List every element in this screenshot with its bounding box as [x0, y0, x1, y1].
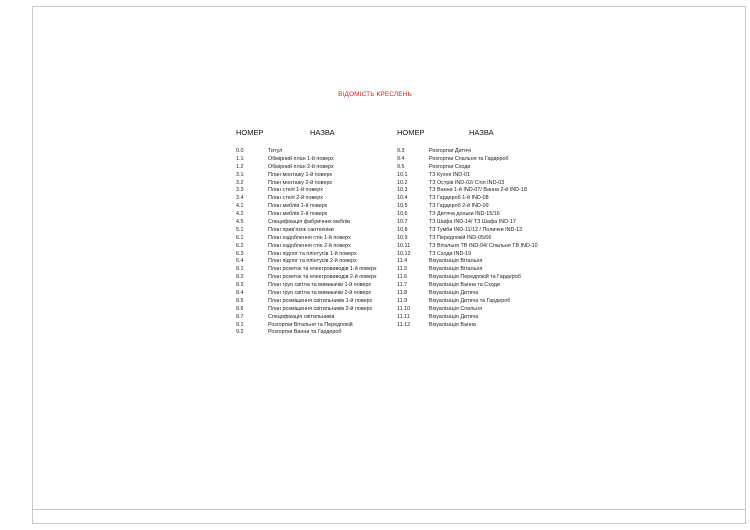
- sheet-list-row: [236, 195, 388, 202]
- sheet-list-row: [397, 266, 549, 273]
- sheet-number: 9.4: [397, 155, 405, 162]
- sheet-list-row: [236, 322, 388, 329]
- sheet-number: 0.0: [236, 148, 244, 154]
- sheet-name: Специфікація світильників: [268, 313, 335, 320]
- sheet-name: ТЗ Вітальня ТВ IND-04/ Спальня ТВ IND-10: [429, 242, 538, 249]
- sheet-name: Візуалізація Спальня: [429, 305, 483, 312]
- document-title: ВІДОМІСТЬ КРЕСЛЕНЬ: [338, 91, 412, 98]
- sheet-name: Розгортки Сходи: [429, 163, 471, 170]
- sheet-name: План груп світла та вимикачів 1-й поверх: [268, 282, 372, 289]
- sheet-number: 11.4: [397, 258, 408, 265]
- sheet-list-row: [397, 274, 549, 281]
- sheet-number: 8.6: [236, 305, 244, 312]
- sheet-name: ТЗ Шафа IND-14/ ТЗ Шафа IND-17: [429, 219, 516, 226]
- sheet-list-row: [397, 227, 549, 234]
- sheet-number: 8.4: [236, 290, 244, 297]
- sheet-list-row: [397, 211, 549, 218]
- header-name: НАЗВА: [469, 128, 494, 137]
- sheet-list-row: [236, 329, 388, 336]
- sheet-name: План груп світла та вимикачів 2-й поверх: [268, 290, 372, 297]
- sheet-number: 9.2: [236, 329, 244, 336]
- sheet-name: План розміщення світильників 1-й поверх: [268, 297, 373, 304]
- sheet-number: 9.5: [397, 163, 405, 170]
- sheet-list-row: [236, 235, 388, 242]
- sheet-name: Розгортки Вітальня та Передпокій: [268, 321, 353, 328]
- sheet-list-row: [397, 164, 549, 171]
- sheet-number: 10.2: [397, 179, 408, 186]
- sheet-name: Розгортки Дитячі: [429, 148, 471, 154]
- sheet-number: 10.8: [397, 226, 408, 233]
- sheet-number: 3.3: [236, 187, 244, 194]
- sheet-number: 3.4: [236, 195, 244, 202]
- sheet-number: 10.6: [397, 211, 408, 218]
- sheet-name: Візуалізація Дитяча та Гардероб: [429, 297, 511, 304]
- sheet-name: План стелі 2-й поверх: [268, 195, 323, 202]
- sheet-list-left: [236, 148, 388, 336]
- sheet-name: План меблів 2-й поверх: [268, 211, 328, 218]
- sheet-list-row: [397, 298, 549, 305]
- sheet-name: План підлог та плінтусів 2-й поверх: [268, 258, 357, 265]
- sheet-number: 8.7: [236, 313, 244, 320]
- sheet-number: 10.7: [397, 219, 408, 226]
- sheet-name: ТЗ Острів IND-02/ Стіл IND-03: [429, 179, 505, 186]
- sheet-number: 10.5: [397, 203, 408, 210]
- sheet-list-row: [397, 235, 549, 242]
- sheet-number: 5.1: [236, 226, 244, 233]
- sheet-list-row: [236, 227, 388, 234]
- sheet-list-row: [397, 290, 549, 297]
- sheet-number: 8.3: [236, 282, 244, 289]
- sheet-name: ТЗ Дитяча доньки IND-15/16: [429, 211, 500, 218]
- sheet-list-row: [236, 282, 388, 289]
- sheet-list-row: [236, 290, 388, 297]
- sheet-name: План оздоблення стін 2-й поверх: [268, 242, 351, 249]
- sheet-list-left-column: [236, 128, 388, 337]
- sheet-name: План розеток та електровиводів 2-й поверх: [268, 274, 377, 281]
- sheet-number: 8.2: [236, 274, 244, 281]
- sheet-name: Візуалізація Вітальня: [429, 266, 483, 273]
- sheet-name: План меблів 1-й поверх: [268, 203, 328, 210]
- sheet-name: План монтажу 2-й поверх: [268, 179, 333, 186]
- sheet-list-row: [397, 156, 549, 163]
- sheet-number: 4.1: [236, 203, 244, 210]
- header-number: НОМЕР: [397, 128, 425, 137]
- sheet-list-row: [397, 180, 549, 187]
- sheet-number: 3.1: [236, 171, 244, 178]
- sheet-list-row: [236, 219, 388, 226]
- sheet-list-row: [236, 180, 388, 187]
- sheet-list-row: [397, 243, 549, 250]
- sheet-name: План підлог та плінтусів 1-й поверх: [268, 250, 357, 257]
- sheet-list-row: [236, 156, 388, 163]
- sheet-name: Розгортки Спальня та Гардероб: [429, 155, 509, 162]
- sheet-number: 10.12: [397, 250, 411, 257]
- sheet-name: План стелі 1-й поверх: [268, 187, 323, 194]
- sheet-number: 11.11: [397, 313, 410, 320]
- sheet-name: ТЗ Кухня IND-01: [429, 171, 470, 178]
- sheet-number: 6.2: [236, 242, 244, 249]
- sheet-list-row: [236, 314, 388, 321]
- sheet-number: 1.2: [236, 163, 244, 170]
- sheet-list-row: [397, 203, 549, 210]
- sheet-number: 1.1: [236, 155, 244, 162]
- sheet-number: 11.8: [397, 290, 408, 297]
- sheet-number: 10.9: [397, 234, 408, 241]
- sheet-list-row: [397, 148, 549, 155]
- sheet-number: 8.1: [236, 266, 244, 273]
- sheet-list-row: [236, 306, 388, 313]
- sheet-number: 10.1: [397, 171, 408, 178]
- sheet-name: Титул: [268, 148, 283, 154]
- sheet-list-row: [397, 172, 549, 179]
- sheet-list-row: [236, 258, 388, 265]
- sheet-list-row: [397, 219, 549, 226]
- sheet-name: План монтажу 1-й поверх: [268, 171, 333, 178]
- sheet-name: Обмірний план 2-й поверх: [268, 163, 334, 170]
- sheet-list-right: [397, 148, 549, 328]
- sheet-number: 11.12: [397, 321, 411, 328]
- sheet-number: 6.3: [236, 250, 244, 257]
- sheet-list-row: [397, 282, 549, 289]
- sheet-list-row: [236, 148, 388, 155]
- sheet-number: 10.11: [397, 242, 411, 249]
- sheet-list-row: [397, 258, 549, 265]
- sheet-number: 10.3: [397, 187, 408, 194]
- column-header: [397, 128, 549, 140]
- sheet-name: ТЗ Передпокій IND-05/06: [429, 234, 492, 241]
- sheet-number: 8.5: [236, 297, 244, 304]
- sheet-name: ТЗ Тумби IND-11/12 / Полички IND-13: [429, 226, 523, 233]
- sheet-number: 3.2: [236, 179, 244, 186]
- column-header: [236, 128, 388, 140]
- drawing-sheet-frame: [32, 6, 746, 524]
- sheet-name: Візуалізація Дитяча: [429, 313, 479, 320]
- sheet-list-row: [236, 298, 388, 305]
- sheet-name: План оздоблення стін 1-й поверх: [268, 234, 351, 241]
- sheet-list-row: [236, 251, 388, 258]
- sheet-name: Розгортки Ванни та Гардероб: [268, 329, 342, 336]
- sheet-list-row: [236, 164, 388, 171]
- sheet-number: 4.2: [236, 211, 244, 218]
- sheet-number: 10.4: [397, 195, 408, 202]
- sheet-name: Обмірний план 1-й поверх: [268, 155, 334, 162]
- sheet-name: Візуалізація Ванна та Сходи: [429, 282, 500, 289]
- sheet-number: 9.3: [397, 148, 405, 154]
- sheet-name: ТЗ Сходи IND-19: [429, 250, 472, 257]
- sheet-list-right-column: [397, 128, 549, 329]
- sheet-name: План прив'язок сантехніки: [268, 226, 334, 233]
- sheet-name: План розміщення світильників 2-й поверх: [268, 305, 373, 312]
- sheet-name: Візуалізація Вітальня: [429, 258, 483, 265]
- header-number: НОМЕР: [236, 128, 264, 137]
- sheet-list-row: [236, 203, 388, 210]
- header-name: НАЗВА: [310, 128, 335, 137]
- sheet-number: 4.5: [236, 219, 244, 226]
- sheet-list-row: [236, 266, 388, 273]
- sheet-list-row: [397, 251, 549, 258]
- sheet-list-row: [397, 306, 549, 313]
- sheet-number: 11.5: [397, 266, 408, 273]
- sheet-name: Візуалізація Дитяча: [429, 290, 479, 297]
- sheet-number: 11.10: [397, 305, 411, 312]
- sheet-name: ТЗ Ванна 1-й IND-07/ Ванна 2-й IND-18: [429, 187, 527, 194]
- sheet-number: 9.1: [236, 321, 244, 328]
- sheet-list-row: [397, 314, 549, 321]
- title-block-divider: [33, 509, 745, 510]
- sheet-list-row: [397, 322, 549, 329]
- sheet-number: 11.9: [397, 297, 408, 304]
- sheet-name: ТЗ Гардероб 2-й IND-09: [429, 203, 489, 210]
- sheet-list-row: [236, 211, 388, 218]
- sheet-name: Візуалізація Ванна: [429, 321, 476, 328]
- sheet-name: Візуалізація Передпокій та Гардероб: [429, 274, 521, 281]
- sheet-list-row: [236, 172, 388, 179]
- sheet-number: 11.6: [397, 274, 408, 281]
- sheet-list-row: [236, 187, 388, 194]
- sheet-list-row: [397, 195, 549, 202]
- sheet-name: План розеток та електровиводів 1-й поверх: [268, 266, 377, 273]
- sheet-number: 6.1: [236, 234, 244, 241]
- sheet-list-row: [236, 274, 388, 281]
- sheet-list-row: [397, 187, 549, 194]
- sheet-name: Специфікація фабричних меблів: [268, 219, 350, 226]
- sheet-list-row: [236, 243, 388, 250]
- sheet-number: 6.4: [236, 258, 244, 265]
- sheet-name: ТЗ Гардероб 1-й IND-08: [429, 195, 489, 202]
- sheet-number: 11.7: [397, 282, 408, 289]
